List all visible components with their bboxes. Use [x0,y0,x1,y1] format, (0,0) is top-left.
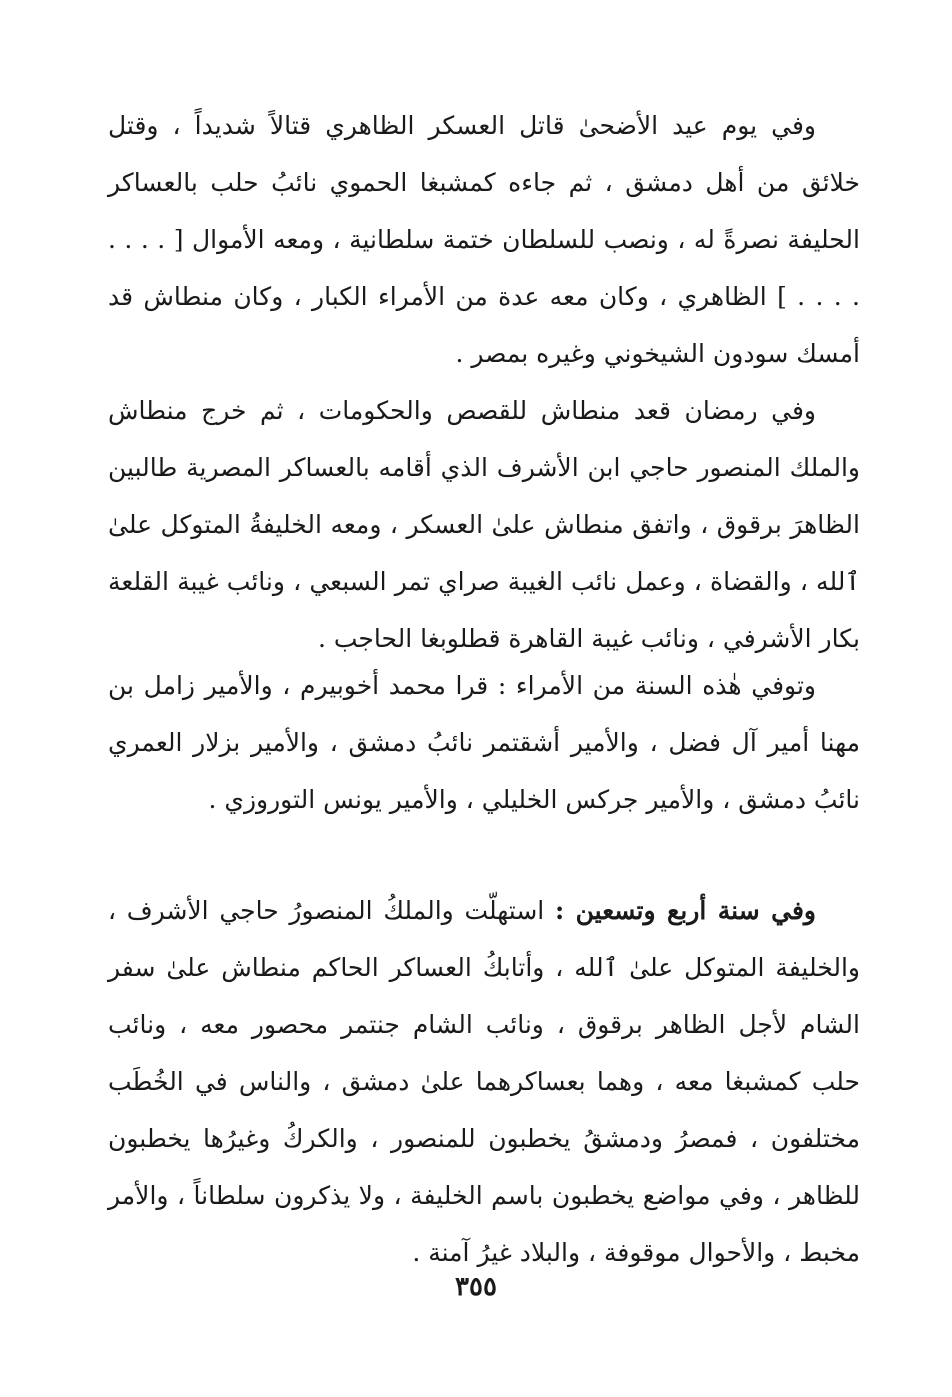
paragraph-year-794 [108,882,860,1281]
paragraph-year-794-body: استهلّت والملكُ المنصورُ حاجي الأشرف ، والخليفة المتوكل علىٰ ٱلله ، وأتابكُ العساكر الحاكم منطاش علىٰ سفر الشام لأجل الظاهر برقوق ، ونائب الشام جنتمر محصور معه ، ونائب حلب كمشبغا معه ، وهما بعساكرهما علىٰ دمشق ، والناس في الخُطَب مختلفون ، فمصرُ ودمشقُ يخطبون للمنصور ، والكركُ وغيرُها يخطبون للظاهر ، وفي مواضع يخطبون باسم الخليفة ، ولا يذكرون سلطاناً ، والأمر مخبط ، والأحوال موقوفة ، والبلاد غيرُ آمنة . [108,896,860,1267]
paragraph-deaths-of-emirs: وتوفي هٰذه السنة من الأمراء : قرا محمد أخوبيرم ، والأمير زامل بن مهنا أمير آل فضل ، والأمير أشقتمر نائبُ دمشق ، والأمير بزلار العمري نائبُ دمشق ، والأمير جركس الخليلي ، والأمير يونس التوروزي . [108,671,860,814]
paragraph-ramadan: وفي رمضان قعد منطاش للقصص والحكومات ، ثم خرج منطاش والملك المنصور حاجي ابن الأشرف الذي أقامه بالعساكر المصرية طالبين الظاهرَ برقوق ، واتفق منطاش علىٰ العسكر ، ومعه الخليفةُ المتوكل علىٰ ٱلله ، والقضاة ، وعمل نائب الغيبة صراي تمر السبعي ، ونائب غيبة القلعة بكار الأشرفي ، ونائب غيبة القاهرة قطلوبغا الحاجب . [108,396,860,653]
section-heading: وفي سنة أربع وتسعين : [554,896,816,925]
paragraph-eid-al-adha: وفي يوم عيد الأضحىٰ قاتل العسكر الظاهري قتالاً شديداً ، وقتل خلائق من أهل دمشق ، ثم جاءه كمشبغا الحموي نائبُ حلب بالعساكر الحليفة نصرةً له ، ونصب للسلطان ختمة سلطانية ، ومعه الأموال [ . . . . . . . . ] الظاهري ، وكان معه عدة من الأمراء الكبار ، وكان منطاش قد أمسك سودون الشيخوني وغيره بمصر . [108,111,860,368]
page-number: ٣٥٥ [455,1272,497,1302]
